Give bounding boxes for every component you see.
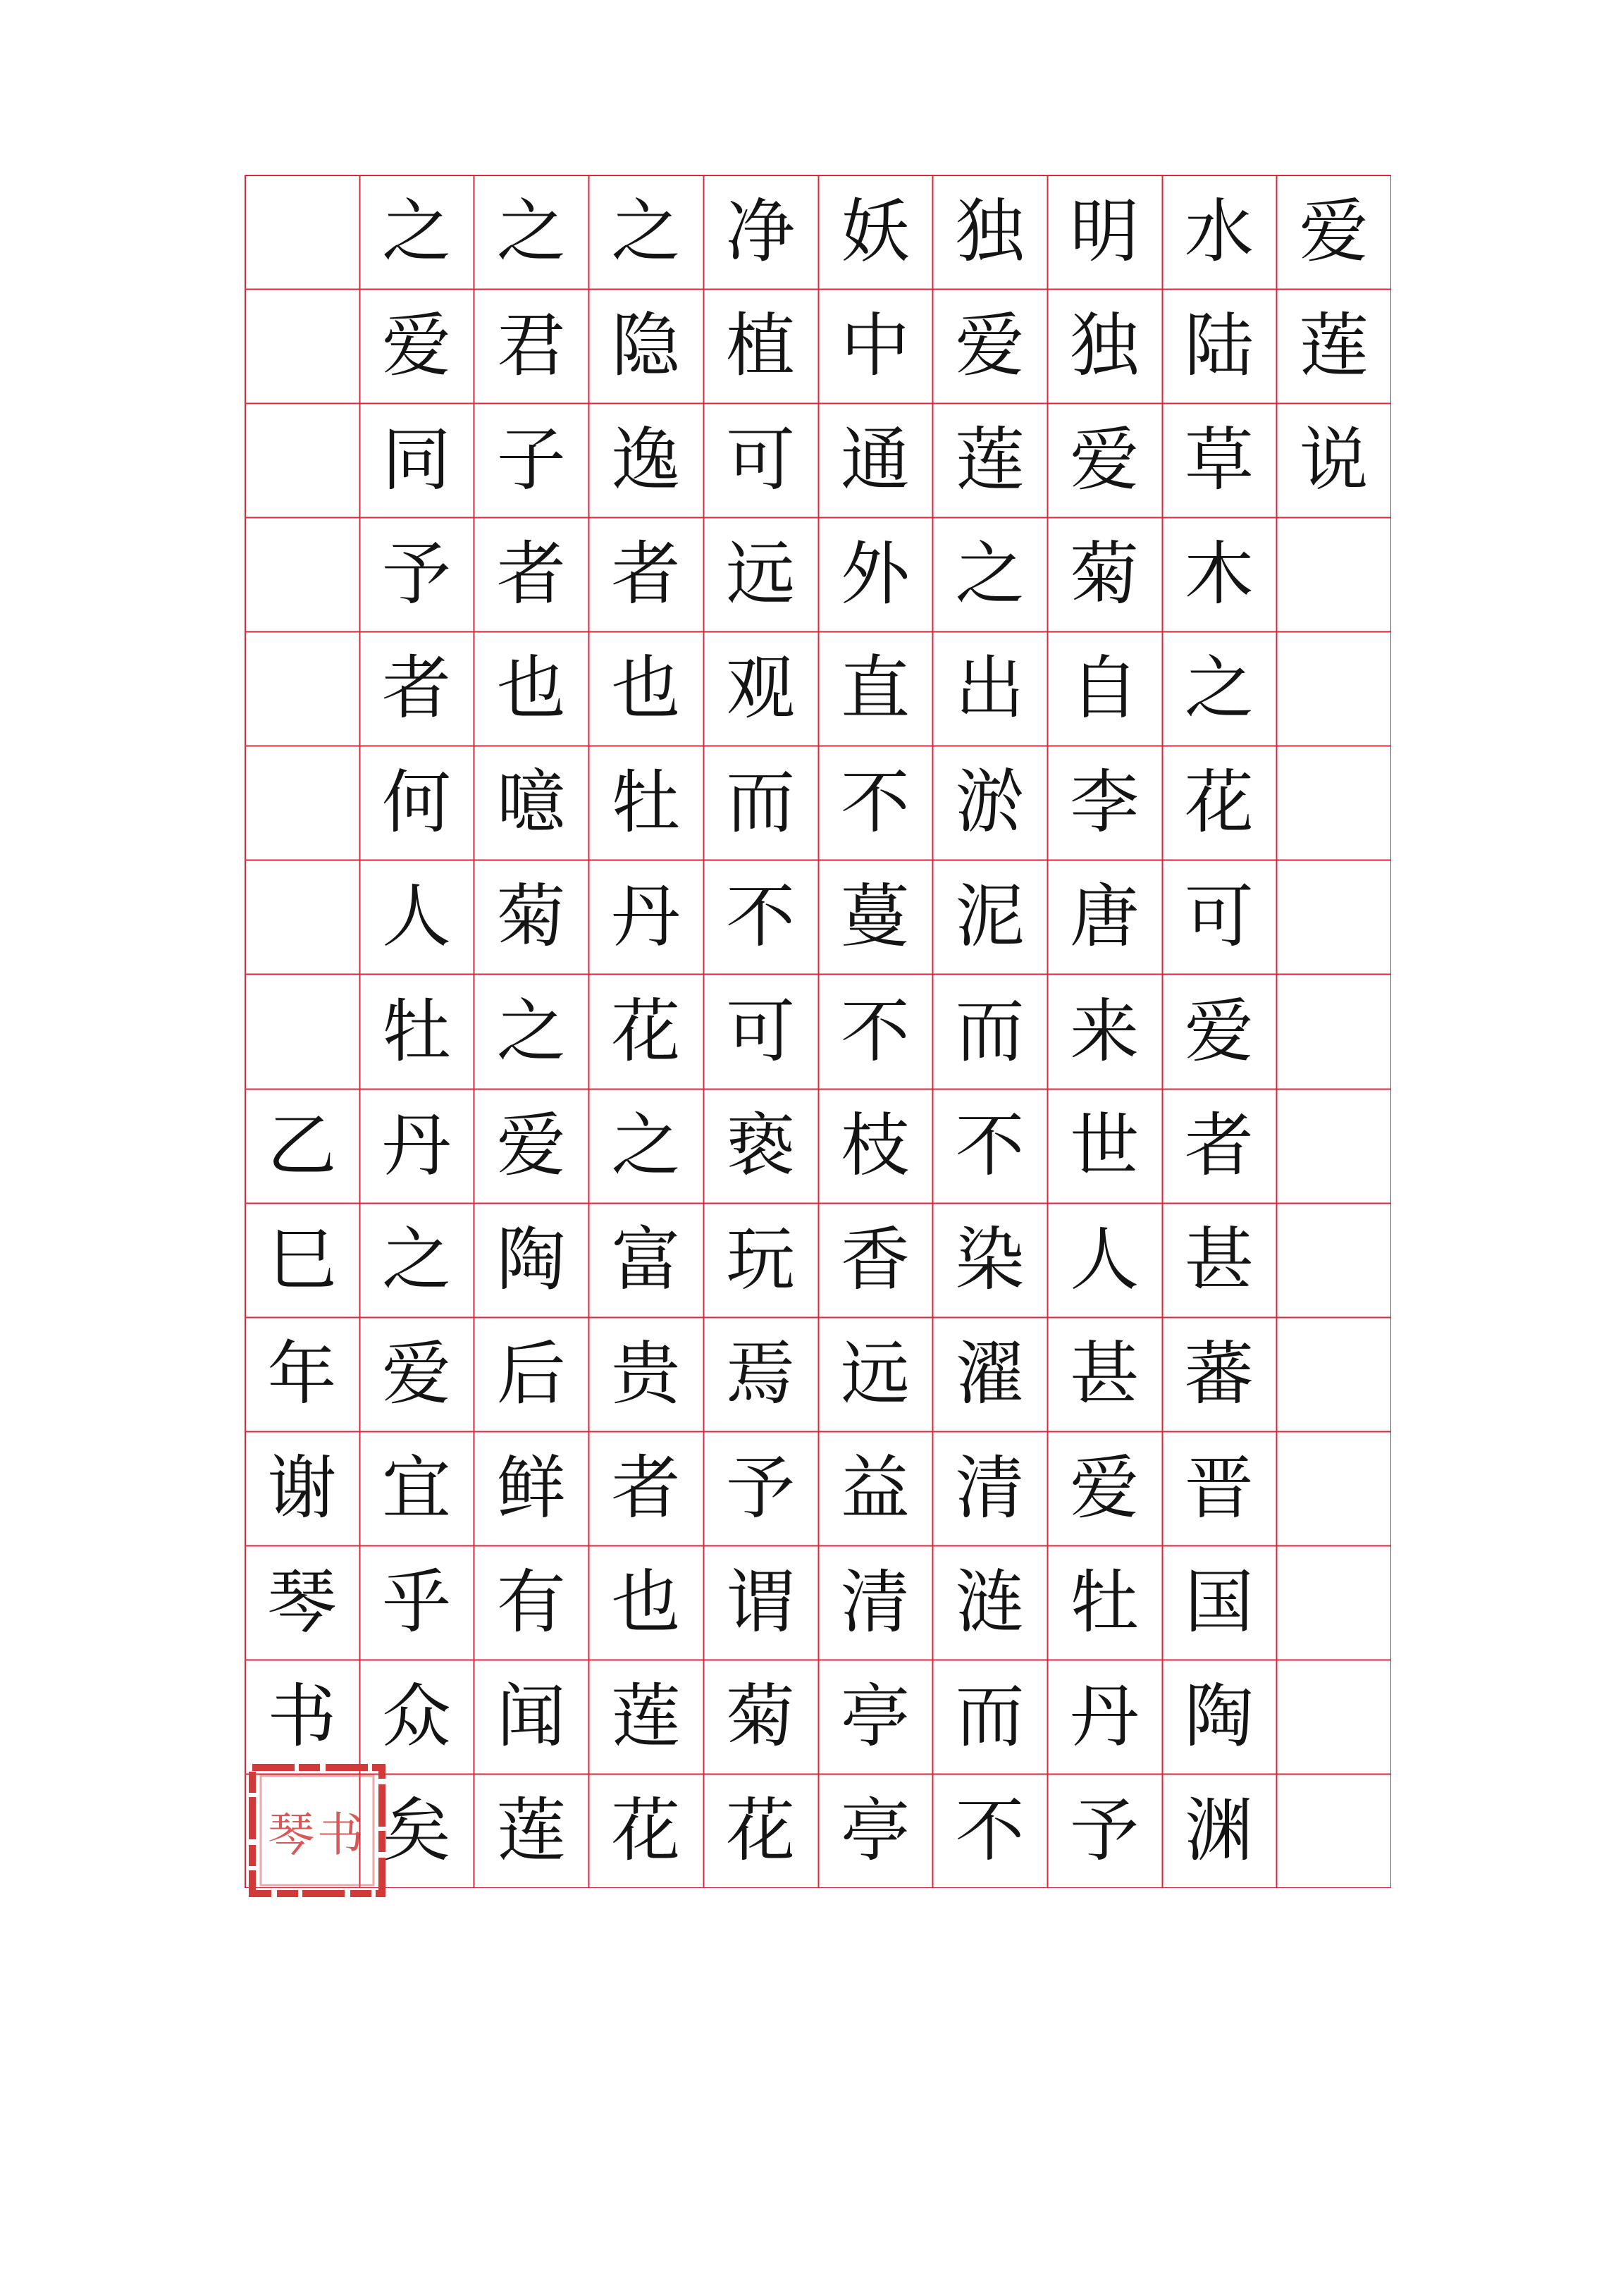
grid-character: 贵 <box>611 1333 681 1414</box>
grid-character: 晋 <box>1184 1448 1254 1529</box>
grid-character: 鲜 <box>496 1448 566 1529</box>
calligraphy-sheet <box>245 175 1391 1888</box>
grid-character: 爱 <box>1070 420 1140 501</box>
grid-character: 予 <box>726 1448 796 1529</box>
grid-character: 之 <box>955 534 1025 615</box>
grid-character: 明 <box>1070 192 1140 273</box>
grid-character: 丹 <box>382 1105 452 1186</box>
grid-character: 者 <box>611 534 681 615</box>
grid-character: 牡 <box>382 991 452 1072</box>
grid-character: 水 <box>1184 192 1254 273</box>
grid-character: 之 <box>382 1219 452 1300</box>
grid-character: 之 <box>1184 648 1254 729</box>
grid-character: 爱 <box>382 306 452 387</box>
grid-character: 花 <box>1184 763 1254 844</box>
grid-character: 爱 <box>1070 1448 1140 1529</box>
grid-character: 可 <box>726 991 796 1072</box>
character-grid <box>245 175 1391 1888</box>
grid-character: 唐 <box>1070 877 1140 958</box>
grid-character: 之 <box>496 192 566 273</box>
grid-character: 菊 <box>726 1676 796 1757</box>
grid-character: 涟 <box>955 1562 1025 1643</box>
grid-character: 爱 <box>1184 991 1254 1072</box>
grid-character: 陶 <box>496 1219 566 1300</box>
grid-character: 玩 <box>726 1219 796 1300</box>
grid-character: 君 <box>496 306 566 387</box>
grid-character: 不 <box>840 991 910 1072</box>
seal-text: 琴书 <box>268 1808 366 1862</box>
grid-character: 也 <box>496 648 566 729</box>
grid-character: 来 <box>1070 991 1140 1072</box>
grid-character: 乙 <box>267 1105 337 1186</box>
grid-character: 后 <box>496 1333 566 1414</box>
grid-character: 蕃 <box>1184 1333 1254 1414</box>
grid-character: 不 <box>726 877 796 958</box>
grid-character: 众 <box>382 1676 452 1757</box>
grid-character: 独 <box>955 192 1025 273</box>
grid-character: 焉 <box>726 1333 796 1414</box>
grid-character: 木 <box>1184 534 1254 615</box>
grid-character: 之 <box>611 1105 681 1186</box>
grid-character: 枝 <box>840 1105 910 1186</box>
grid-character: 世 <box>1070 1105 1140 1186</box>
grid-character: 妖 <box>840 192 910 273</box>
grid-character: 丹 <box>1070 1676 1140 1757</box>
grid-character: 远 <box>726 534 796 615</box>
grid-character: 自 <box>1070 648 1140 729</box>
grid-character: 宜 <box>382 1448 452 1529</box>
grid-character: 逸 <box>611 420 681 501</box>
grid-character: 中 <box>840 306 910 387</box>
grid-character: 者 <box>1184 1105 1254 1186</box>
grid-character: 子 <box>496 420 566 501</box>
grid-character: 蔓 <box>840 877 910 958</box>
grid-character: 闻 <box>496 1676 566 1757</box>
grid-character: 者 <box>382 648 452 729</box>
grid-character: 观 <box>726 648 796 729</box>
grid-character: 爱 <box>955 306 1025 387</box>
grid-character: 说 <box>1299 420 1369 501</box>
grid-character: 亭 <box>840 1676 910 1757</box>
grid-character: 同 <box>382 420 452 501</box>
grid-character: 隐 <box>611 306 681 387</box>
grid-character: 之 <box>611 192 681 273</box>
grid-character: 莲 <box>955 420 1025 501</box>
grid-character: 予 <box>382 534 452 615</box>
grid-character: 有 <box>496 1562 566 1643</box>
grid-character: 牡 <box>611 763 681 844</box>
grid-character: 巳 <box>267 1219 337 1300</box>
grid-character: 也 <box>611 648 681 729</box>
grid-character: 不 <box>840 763 910 844</box>
grid-character: 远 <box>840 1333 910 1414</box>
grid-character: 予 <box>1070 1790 1140 1871</box>
grid-character: 清 <box>840 1562 910 1643</box>
grid-character: 菊 <box>496 877 566 958</box>
grid-character: 渊 <box>1184 1790 1254 1871</box>
grid-character: 者 <box>611 1448 681 1529</box>
grid-character: 花 <box>611 991 681 1072</box>
grid-character: 莲 <box>1299 306 1369 387</box>
grid-character: 人 <box>1070 1219 1140 1300</box>
grid-character: 清 <box>955 1448 1025 1529</box>
grid-character: 外 <box>840 534 910 615</box>
grid-character: 丹 <box>611 877 681 958</box>
grid-character: 乎 <box>382 1562 452 1643</box>
grid-character: 爱 <box>1299 192 1369 273</box>
grid-character: 染 <box>955 1219 1025 1300</box>
grid-character: 国 <box>1184 1562 1254 1643</box>
grid-character: 之 <box>382 192 452 273</box>
grid-character: 之 <box>496 991 566 1072</box>
grid-character: 谓 <box>726 1562 796 1643</box>
grid-character: 年 <box>267 1333 337 1414</box>
grid-character: 莲 <box>611 1676 681 1757</box>
grid-character: 亭 <box>840 1790 910 1871</box>
grid-character: 爱 <box>496 1105 566 1186</box>
grid-character: 植 <box>726 306 796 387</box>
grid-character: 濯 <box>955 1333 1025 1414</box>
grid-character: 噫 <box>496 763 566 844</box>
grid-character: 琴 <box>267 1562 337 1643</box>
grid-character: 也 <box>611 1562 681 1643</box>
grid-character: 花 <box>611 1790 681 1871</box>
grid-character: 可 <box>726 420 796 501</box>
grid-character: 菊 <box>1070 534 1140 615</box>
grid-character: 出 <box>955 648 1025 729</box>
grid-character: 书 <box>267 1676 337 1757</box>
grid-character: 陆 <box>1184 306 1254 387</box>
grid-character: 人 <box>382 877 452 958</box>
grid-character: 可 <box>1184 877 1254 958</box>
grid-character: 益 <box>840 1448 910 1529</box>
grid-character: 香 <box>840 1219 910 1300</box>
grid-character: 净 <box>726 192 796 273</box>
grid-character: 何 <box>382 763 452 844</box>
grid-character: 通 <box>840 420 910 501</box>
grid-character: 甚 <box>1184 1219 1254 1300</box>
grid-character: 谢 <box>267 1448 337 1529</box>
grid-character: 花 <box>726 1790 796 1871</box>
grid-character: 而 <box>955 991 1025 1072</box>
grid-character: 矣 <box>382 1790 452 1871</box>
grid-character: 莲 <box>496 1790 566 1871</box>
grid-character: 甚 <box>1070 1333 1140 1414</box>
red-seal-stamp <box>247 1762 388 1899</box>
grid-character: 陶 <box>1184 1676 1254 1757</box>
grid-character: 直 <box>840 648 910 729</box>
grid-character: 者 <box>496 534 566 615</box>
grid-character: 泥 <box>955 877 1025 958</box>
grid-character: 草 <box>1184 420 1254 501</box>
grid-character: 不 <box>955 1105 1025 1186</box>
grid-character: 而 <box>726 763 796 844</box>
grid-character: 淤 <box>955 763 1025 844</box>
grid-character: 富 <box>611 1219 681 1300</box>
grid-character: 亵 <box>726 1105 796 1186</box>
grid-character: 独 <box>1070 306 1140 387</box>
grid-character: 李 <box>1070 763 1140 844</box>
grid-character: 爱 <box>382 1333 452 1414</box>
grid-character: 不 <box>955 1790 1025 1871</box>
grid-character: 而 <box>955 1676 1025 1757</box>
grid-character: 牡 <box>1070 1562 1140 1643</box>
